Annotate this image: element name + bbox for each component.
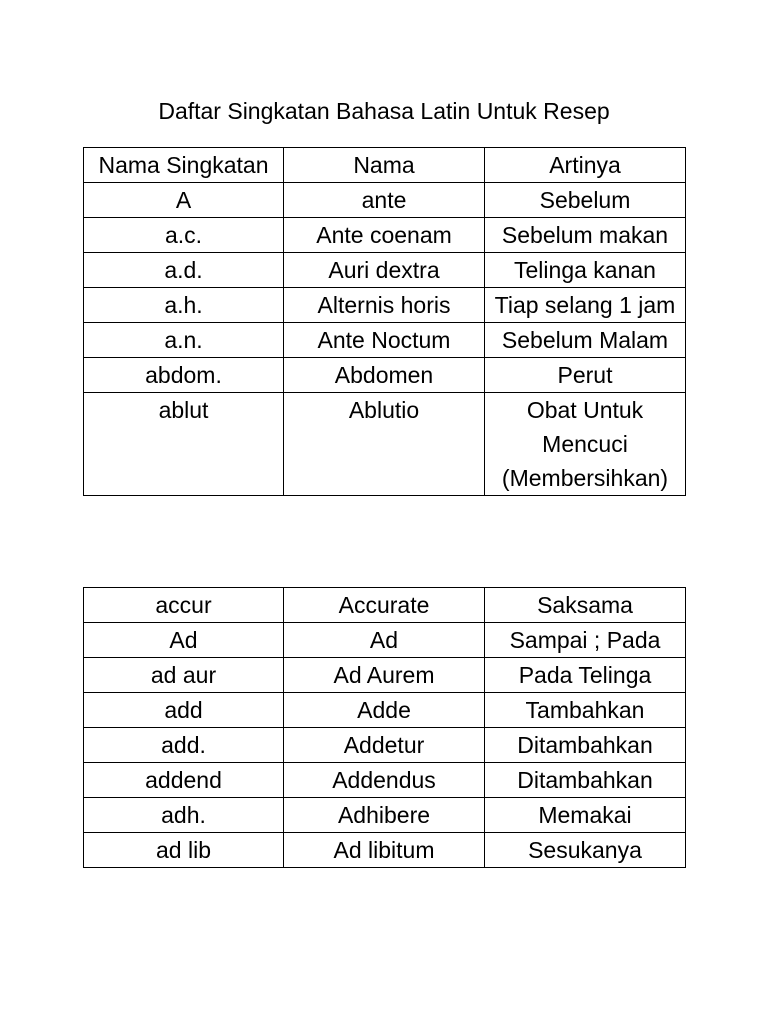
cell-meaning: Tiap selang 1 jam [485,288,686,323]
cell-abbreviation: Ad [84,623,284,658]
table-row [84,218,686,253]
cell-abbreviation: abdom. [84,358,284,393]
cell-name: Ad libitum [284,833,485,868]
table-row [84,588,686,623]
cell-meaning: Telinga kanan [485,253,686,288]
cell-abbreviation: add. [84,728,284,763]
cell-meaning: Tambahkan [485,693,686,728]
cell-meaning: Sebelum Malam [485,323,686,358]
cell-meaning: Ditambahkan [485,728,686,763]
cell-meaning: Saksama [485,588,686,623]
cell-meaning: Perut [485,358,686,393]
table-row [84,798,686,833]
cell-abbreviation: ad aur [84,658,284,693]
table-row [84,763,686,798]
cell-abbreviation: a.n. [84,323,284,358]
cell-meaning: Sebelum [485,183,686,218]
abbreviation-table-1 [83,147,686,496]
table-row [84,358,686,393]
cell-name: Auri dextra [284,253,485,288]
cell-abbreviation: a.d. [84,253,284,288]
cell-name: Abdomen [284,358,485,393]
cell-meaning: Obat Untuk Mencuci (Membersihkan) [485,393,686,496]
table-row [84,728,686,763]
cell-name: Ante Noctum [284,323,485,358]
cell-name: Alternis horis [284,288,485,323]
table-row [84,323,686,358]
cell-meaning: Sesukanya [485,833,686,868]
cell-abbreviation: a.c. [84,218,284,253]
table-row [84,183,686,218]
abbreviation-table-2 [83,587,686,868]
cell-meaning: Sebelum makan [485,218,686,253]
cell-name: Ad [284,623,485,658]
table-row [84,623,686,658]
cell-name: Addendus [284,763,485,798]
cell-name: Ante coenam [284,218,485,253]
column-header-meaning: Artinya [485,148,686,183]
cell-name: Adhibere [284,798,485,833]
table-row [84,658,686,693]
cell-name: Adde [284,693,485,728]
cell-abbreviation: A [84,183,284,218]
cell-name: Ablutio [284,393,485,496]
cell-meaning: Pada Telinga [485,658,686,693]
column-header-abbreviation: Nama Singkatan [84,148,284,183]
cell-meaning: Ditambahkan [485,763,686,798]
cell-name: Ad Aurem [284,658,485,693]
cell-name: Addetur [284,728,485,763]
cell-name: ante [284,183,485,218]
cell-abbreviation: addend [84,763,284,798]
cell-abbreviation: ad lib [84,833,284,868]
cell-abbreviation: accur [84,588,284,623]
cell-abbreviation: add [84,693,284,728]
table-row [84,253,686,288]
table-row [84,393,686,496]
table-row [84,288,686,323]
table-row [84,833,686,868]
cell-name: Accurate [284,588,485,623]
page-title: Daftar Singkatan Bahasa Latin Untuk Resep [158,98,610,124]
table-row [84,693,686,728]
cell-abbreviation: ablut [84,393,284,496]
cell-meaning: Sampai ; Pada [485,623,686,658]
cell-meaning: Memakai [485,798,686,833]
cell-abbreviation: a.h. [84,288,284,323]
column-header-name: Nama [284,148,485,183]
cell-abbreviation: adh. [84,798,284,833]
table-header-row [84,148,686,183]
